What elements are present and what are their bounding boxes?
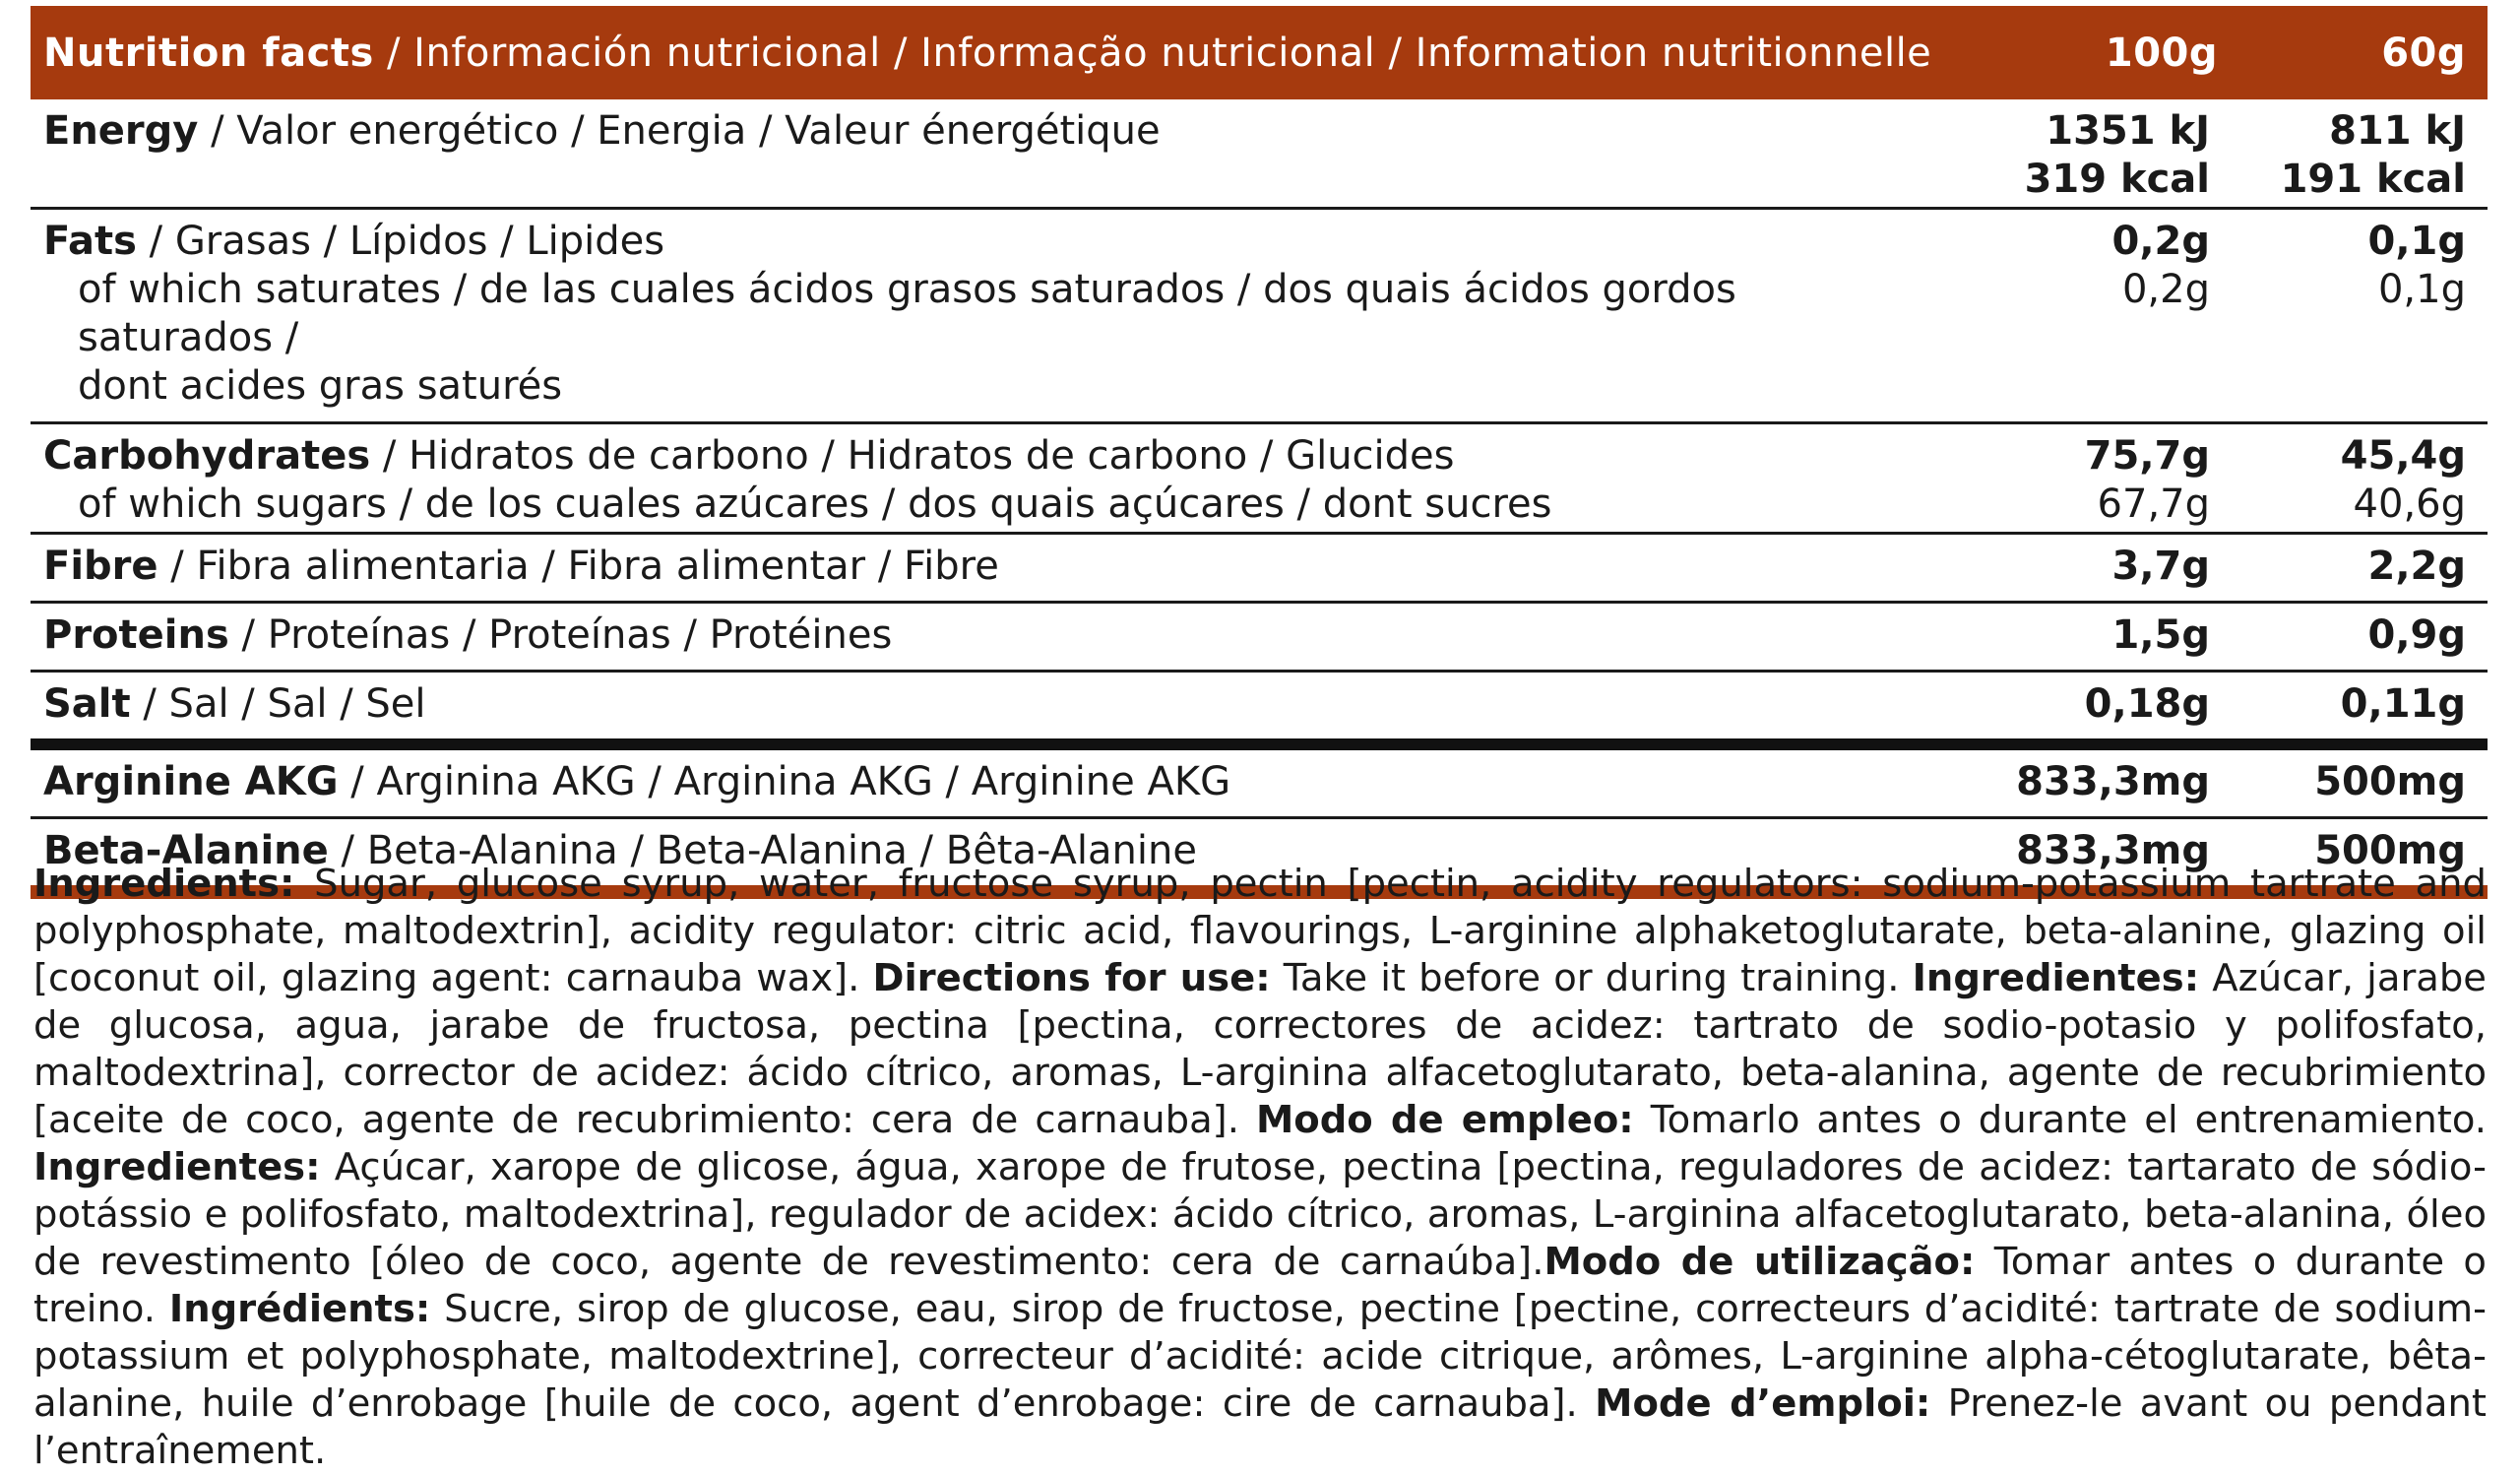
nutrient-name: Salt (43, 681, 131, 727)
value-60g (2210, 432, 2488, 529)
nutrient-translations: / Beta-Alanina / Beta-Alanina / Bêta-Alanine (328, 828, 1197, 873)
nutrient-translations: / Valor energético / Energia / Valeur énergétique (198, 108, 1161, 154)
ingredients-text-fr: Sucre, sirop de glucose, eau, sirop de fructose, pectine [pectine, correcteurs d’acidité: tartrate de sodium-potassium et polyphosphate, maltodextrine], correcteur d’acidité: acide citrique, arômes, L-arginine alpha-cétoglutarate, bêta-alanine, huile d’enrobage [huile de coco, agent d’enrobage: cire de carnauba]. (33, 1287, 2487, 1426)
directions-title-pt: Modo de utilização: (1544, 1240, 1976, 1284)
fibre-100g: 3,7g (2111, 544, 2210, 589)
ingredients-text-pt: Açúcar, xarope de glicose, água, xarope de frutose, pectina [pectina, reguladores de acidez: tartarato de sódio-potássio e polifosfato, maltodextrina], regulador de acidex: ácido cítrico, aromas, L-arginina alfacetoglutarato, beta-alanina, óleo de revestimento [óleo de coco, agente de revestimento: cera de carnaúba]. (33, 1145, 2487, 1284)
table-row-arginine (31, 750, 2488, 819)
value-100g (1915, 543, 2210, 591)
directions-title-es: Modo de empleo: (1255, 1098, 1634, 1142)
ingredients-text-es: Azúcar, jarabe de glucosa, agua, jarabe de fructosa, pectina [pectina, correctores de acidez: tartrato de sodio-potasio y polifosfato, maltodextrina], corrector de acidez: ácido cítrico, aromas, L-arginina alfacetoglutarato, beta-alanina, agente de recubrimiento [aceite de coco, agente de recubrimiento: cera de carnauba]. (33, 956, 2487, 1142)
value-60g (2210, 680, 2488, 729)
sub-nutrient-label: of which saturates / de las cuales ácidos grasos saturados / dos quais ácidos gordos saturados / (78, 267, 1736, 360)
nutrient-translations: / Proteínas / Proteínas / Protéines (228, 612, 893, 658)
value-100g (1915, 218, 2210, 411)
directions-title-en: Directions for use: (872, 956, 1271, 1000)
nutrient-translations: / Arginina AKG / Arginina AKG / Arginine AKG (338, 759, 1231, 804)
value-100g (1915, 107, 2210, 204)
arginine-100g: 833,3mg (2016, 759, 2210, 804)
directions-text-es: Tomarlo antes o durante el entrenamiento. (1633, 1098, 2487, 1142)
energy-kj-60g: 811 kJ (2329, 108, 2466, 154)
nutrient-name: Energy (43, 108, 199, 154)
ingredients-title-en: Ingredients: (33, 862, 295, 906)
directions-text-en: Take it before or during training. (1270, 956, 1913, 1000)
col-100g-header: 100g (2105, 30, 2219, 76)
directions-text-pt: Tomar antes o durante o treino. (33, 1240, 2487, 1331)
salt-100g: 0,18g (2084, 681, 2210, 727)
nutrient-name: Proteins (43, 612, 229, 658)
beta-alanine-100g: 833,3mg (2016, 828, 2210, 873)
arginine-60g: 500mg (2314, 759, 2466, 804)
table-row-carbohydrates (31, 424, 2488, 535)
energy-kcal-100g: 319 kcal (2024, 157, 2210, 202)
ingredients-paragraph (33, 861, 2487, 1475)
row-label (31, 680, 1915, 729)
carbs-60g: 45,4g (2340, 433, 2466, 479)
table-header (31, 6, 2488, 99)
nutrient-translations: / Grasas / Lípidos / Lipides (136, 219, 665, 264)
row-label (31, 611, 1915, 660)
row-label (31, 107, 1915, 204)
sub-nutrient-label: of which sugars / de los cuales azúcares / dos quais açúcares / dont sucres (78, 481, 1552, 527)
nutrient-name: Fats (43, 219, 137, 264)
fibre-60g: 2,2g (2367, 544, 2466, 589)
value-60g (2210, 218, 2488, 411)
value-60g (2210, 543, 2488, 591)
directions-text-fr: Prenez-le avant ou pendant l’entraînement. (33, 1381, 2487, 1473)
nutrient-name: Arginine AKG (43, 759, 339, 804)
beta-alanine-60g: 500mg (2314, 828, 2466, 873)
row-label (31, 543, 1915, 591)
value-60g (2210, 611, 2488, 660)
col-60g-header: 60g (2381, 30, 2466, 76)
table-row-proteins (31, 604, 2488, 673)
header-title-bold: Nutrition facts (43, 30, 374, 76)
table-row-energy (31, 99, 2488, 210)
nutrient-name: Fibre (43, 544, 158, 589)
value-100g (1915, 680, 2210, 729)
proteins-60g: 0,9g (2367, 612, 2466, 658)
saturates-60g: 0,1g (2377, 267, 2466, 312)
salt-60g: 0,11g (2340, 681, 2466, 727)
header-title-translations: / Información nutricional / Informação nutricional / Information nutritionnelle (373, 30, 1932, 76)
value-60g (2210, 758, 2488, 806)
directions-title-fr: Mode d’emploi: (1595, 1381, 1931, 1426)
nutrient-translations: / Sal / Sal / Sel (130, 681, 426, 727)
ingredients-text-en: Sugar, glucose syrup, water, fructose syrup, pectin [pectin, acidity regulators: sodium-potassium tartrate and polyphosphate, maltodextrin], acidity regulator: citric acid, flavourings, L-arginine alphaketoglutarate, beta-alanine, glazing oil [coconut oil, glazing agent: carnauba wax]. (33, 862, 2487, 1000)
ingredients-title-pt: Ingredientes: (33, 1145, 321, 1189)
header-title (31, 31, 1931, 76)
nutrient-translations: / Hidratos de carbono / Hidratos de carbono / Glucides (370, 433, 1455, 479)
row-label (31, 758, 1915, 806)
energy-kcal-60g: 191 kcal (2280, 157, 2466, 202)
nutrient-name: Carbohydrates (43, 433, 371, 479)
nutrition-table (31, 6, 2488, 899)
ingredients-title-es: Ingredientes: (1912, 956, 2200, 1000)
nutrient-name: Beta-Alanine (43, 828, 329, 873)
sugars-60g: 40,6g (2353, 481, 2466, 527)
carbs-100g: 75,7g (2084, 433, 2210, 479)
value-100g (1915, 432, 2210, 529)
row-label (31, 218, 1915, 411)
energy-kj-100g: 1351 kJ (2046, 108, 2210, 154)
value-60g (2210, 107, 2488, 204)
fats-60g: 0,1g (2367, 219, 2466, 264)
nutrient-translations: / Fibra alimentaria / Fibra alimentar / Fibre (158, 544, 999, 589)
table-row-salt (31, 673, 2488, 750)
ingredients-title-fr: Ingrédients: (168, 1287, 431, 1331)
value-100g (1915, 758, 2210, 806)
saturates-100g: 0,2g (2121, 267, 2210, 312)
fats-100g: 0,2g (2111, 219, 2210, 264)
proteins-100g: 1,5g (2111, 612, 2210, 658)
table-row-fibre (31, 535, 2488, 604)
table-row-fats (31, 210, 2488, 424)
sub-nutrient-label-cont: dont acides gras saturés (78, 363, 563, 409)
sugars-100g: 67,7g (2097, 481, 2210, 527)
row-label (31, 432, 1915, 529)
value-100g (1915, 611, 2210, 660)
